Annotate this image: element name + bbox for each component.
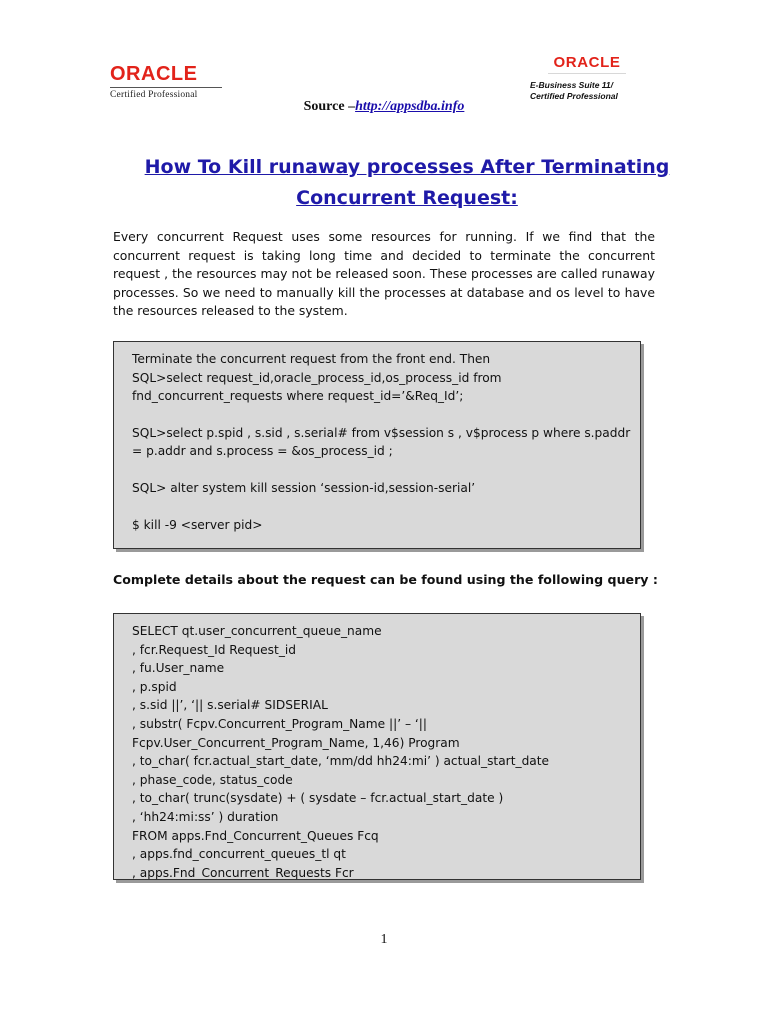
- intro-paragraph: Every concurrent Request uses some resources for running. If we find that the concurrent request is taking long time and decided to terminate the concurrent request , the resources may not be released soon. These processes are called runaway processes. So we need to manually kill the processes at database and os level to have the resources released to the system.: [113, 229, 655, 318]
- query-line: , s.sid ||’, ‘|| s.serial# SIDSERIAL: [132, 698, 328, 713]
- command-line: SQL>select request_id,oracle_process_id,os_process_id from: [132, 370, 502, 385]
- query-line: , to_char( fcr.actual_start_date, ‘mm/dd hh24:mi’ ) actual_start_date: [132, 754, 550, 769]
- query-line: , to_char( trunc(sysdate) + ( sysdate – fcr.actual_start_date ): [132, 791, 504, 806]
- title-line-2: Concurrent Request:: [296, 187, 518, 209]
- details-heading: Complete details about the request can be found using the following query :: [113, 572, 658, 587]
- logo-line-2: Certified Professional: [530, 91, 618, 101]
- query-line: , apps.Fnd_Concurrent_Requests Fcr: [132, 865, 354, 880]
- oracle-certified-professional-logo: [110, 64, 228, 100]
- command-line: SQL> alter system kill session ‘session-id,session-serial’: [132, 480, 476, 495]
- blank-line: [132, 406, 632, 424]
- logo-subtitle: Certified Professional: [110, 90, 198, 100]
- query-line: SELECT qt.user_concurrent_queue_name: [132, 624, 382, 638]
- commands-box: [113, 341, 641, 549]
- command-line: Terminate the concurrent request from the front end. Then: [132, 352, 491, 366]
- command-line: fnd_concurrent_requests where request_id=’&Req_Id’;: [132, 389, 464, 404]
- oracle-brand-text: ORACLE: [110, 63, 198, 85]
- source-prefix: Source –: [303, 99, 356, 114]
- query-line: Fcpv.User_Concurrent_Program_Name, 1,46) Program: [132, 735, 460, 750]
- source-link[interactable]: http://appsdba.info: [355, 99, 465, 114]
- logo-divider: [110, 87, 222, 88]
- command-line: $ kill -9 <server pid>: [132, 517, 263, 532]
- query-box: [113, 613, 641, 880]
- query-line: , phase_code, status_code: [132, 772, 293, 787]
- query-line: FROM apps.Fnd_Concurrent_Queues Fcq: [132, 828, 379, 843]
- blank-line: [132, 498, 632, 516]
- oracle-ebs-certified-logo: [526, 52, 648, 102]
- command-line: = p.addr and s.process = &os_process_id ;: [132, 444, 393, 459]
- logo-line-1: E-Business Suite 11/: [530, 80, 613, 90]
- page-title: [0, 152, 768, 214]
- query-line: , apps.fnd_concurrent_queues_tl qt: [132, 847, 346, 862]
- query-line: , fcr.Request_Id Request_id: [132, 642, 297, 657]
- query-line: , substr( Fcpv.Concurrent_Program_Name ||’ – ‘||: [132, 716, 428, 731]
- source-line: [0, 99, 768, 115]
- command-line: SQL>select p.spid , s.sid , s.serial# from v$session s , v$process p where s.paddr: [132, 425, 631, 440]
- query-line: , p.spid: [132, 679, 177, 694]
- blank-line: [132, 461, 632, 479]
- title-line-1: How To Kill runaway processes After Terminating: [144, 156, 670, 178]
- page-number: 1: [380, 932, 388, 947]
- query-line: , fu.User_name: [132, 661, 225, 676]
- oracle-brand-text: ORACLE: [548, 55, 627, 74]
- query-line: , ‘hh24:mi:ss’ ) duration: [132, 809, 279, 824]
